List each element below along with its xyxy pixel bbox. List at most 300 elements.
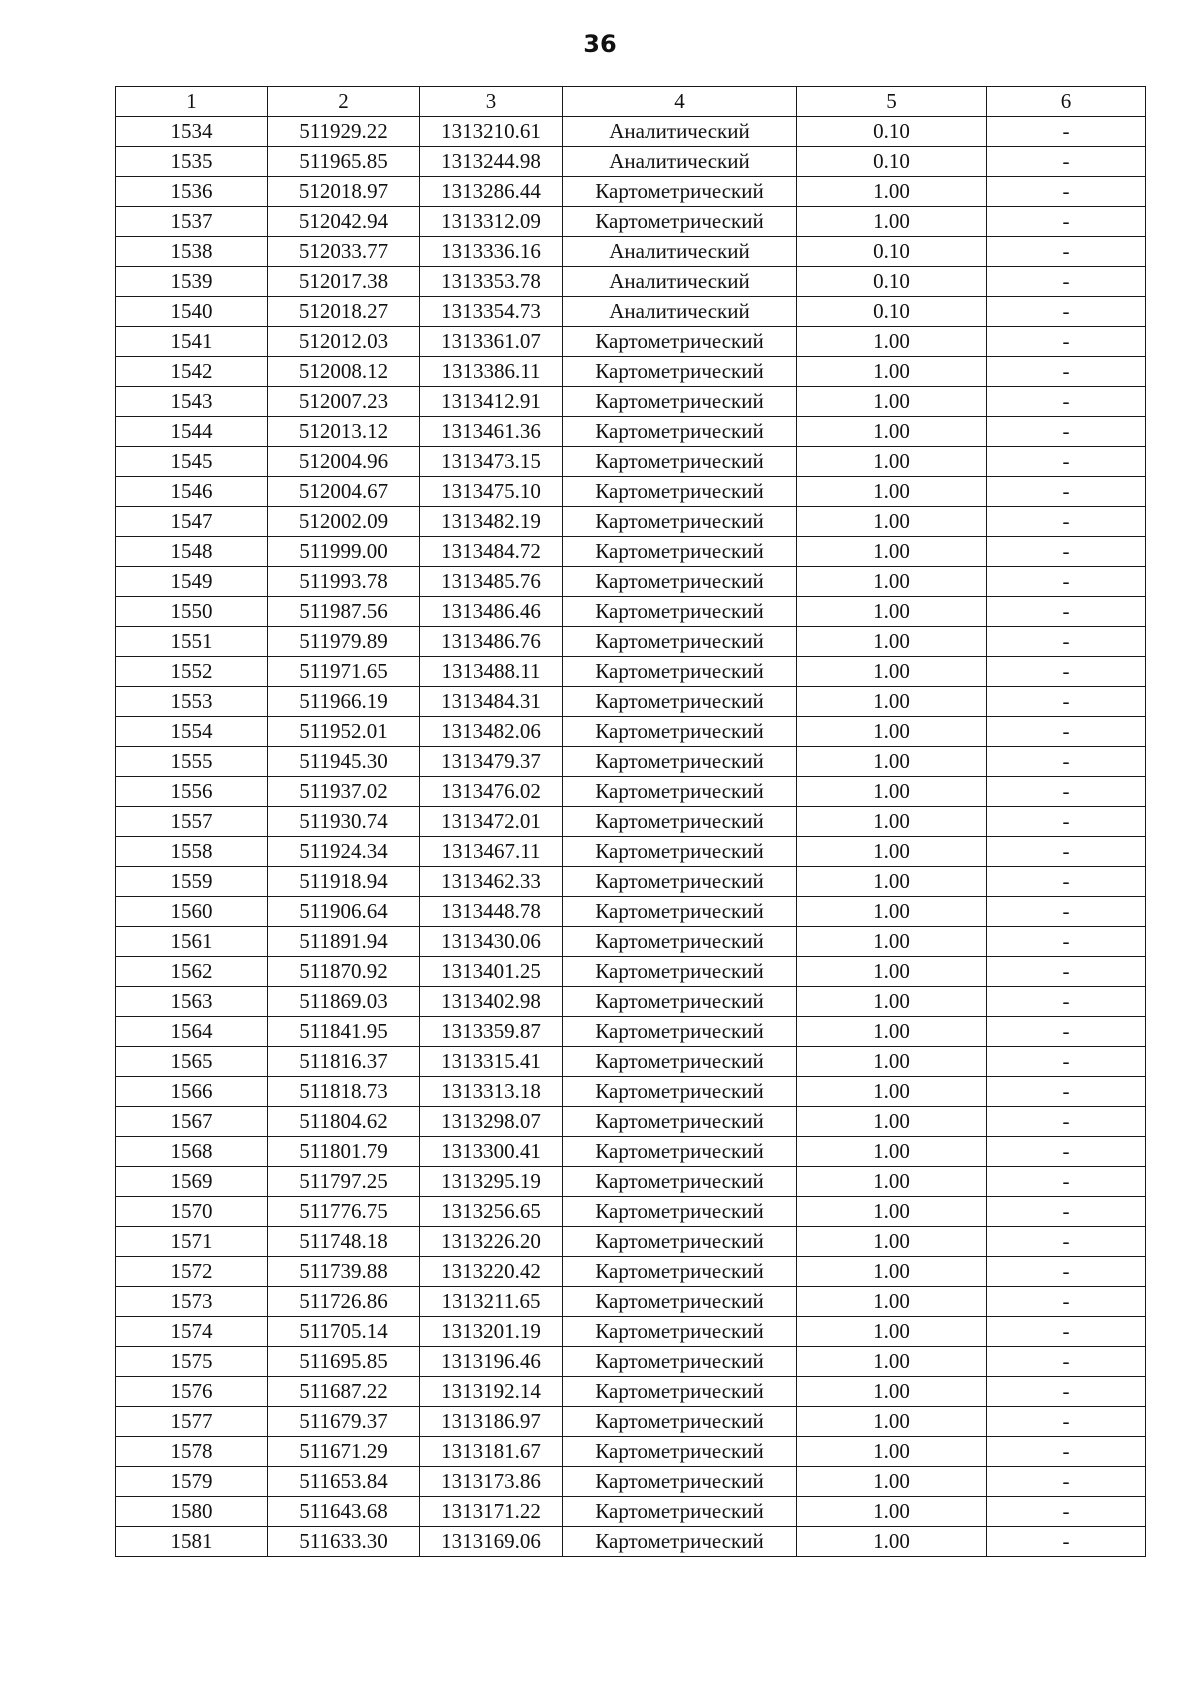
description-cell: - — [987, 1317, 1146, 1347]
point-number-cell: 1570 — [116, 1197, 268, 1227]
method-cell: Картометрический — [563, 567, 797, 597]
table-row — [116, 717, 1146, 747]
table-row — [116, 1497, 1146, 1527]
accuracy-cell: 1.00 — [797, 417, 987, 447]
point-number-cell: 1555 — [116, 747, 268, 777]
x-coordinate-cell: 511739.88 — [268, 1257, 420, 1287]
table-row — [116, 1317, 1146, 1347]
description-cell: - — [987, 1107, 1146, 1137]
point-number-cell: 1581 — [116, 1527, 268, 1557]
method-cell: Аналитический — [563, 267, 797, 297]
method-cell: Картометрический — [563, 1287, 797, 1317]
method-cell: Картометрический — [563, 1197, 797, 1227]
description-cell: - — [987, 1347, 1146, 1377]
accuracy-cell: 1.00 — [797, 1047, 987, 1077]
method-cell: Картометрический — [563, 717, 797, 747]
point-number-cell: 1542 — [116, 357, 268, 387]
y-coordinate-cell: 1313256.65 — [420, 1197, 563, 1227]
y-coordinate-cell: 1313201.19 — [420, 1317, 563, 1347]
x-coordinate-cell: 511841.95 — [268, 1017, 420, 1047]
x-coordinate-cell: 511705.14 — [268, 1317, 420, 1347]
description-cell: - — [987, 897, 1146, 927]
x-coordinate-cell: 511918.94 — [268, 867, 420, 897]
method-cell: Картометрический — [563, 1167, 797, 1197]
point-number-cell: 1534 — [116, 117, 268, 147]
method-cell: Картометрический — [563, 1137, 797, 1167]
table-row — [116, 867, 1146, 897]
x-coordinate-cell: 511999.00 — [268, 537, 420, 567]
accuracy-cell: 1.00 — [797, 1017, 987, 1047]
description-cell: - — [987, 477, 1146, 507]
accuracy-cell: 1.00 — [797, 1317, 987, 1347]
point-number-cell: 1535 — [116, 147, 268, 177]
description-cell: - — [987, 867, 1146, 897]
y-coordinate-cell: 1313482.19 — [420, 507, 563, 537]
y-coordinate-cell: 1313472.01 — [420, 807, 563, 837]
accuracy-cell: 1.00 — [797, 1137, 987, 1167]
point-number-cell: 1562 — [116, 957, 268, 987]
x-coordinate-cell: 512042.94 — [268, 207, 420, 237]
y-coordinate-cell: 1313475.10 — [420, 477, 563, 507]
description-cell: - — [987, 687, 1146, 717]
y-coordinate-cell: 1313186.97 — [420, 1407, 563, 1437]
x-coordinate-cell: 512018.97 — [268, 177, 420, 207]
accuracy-cell: 1.00 — [797, 837, 987, 867]
description-cell: - — [987, 1077, 1146, 1107]
x-coordinate-cell: 511945.30 — [268, 747, 420, 777]
table-row — [116, 597, 1146, 627]
x-coordinate-cell: 511679.37 — [268, 1407, 420, 1437]
description-cell: - — [987, 267, 1146, 297]
description-cell: - — [987, 447, 1146, 477]
method-cell: Картометрический — [563, 747, 797, 777]
accuracy-cell: 1.00 — [797, 1257, 987, 1287]
point-number-cell: 1564 — [116, 1017, 268, 1047]
point-number-cell: 1563 — [116, 987, 268, 1017]
x-coordinate-cell: 511653.84 — [268, 1467, 420, 1497]
x-coordinate-cell: 511776.75 — [268, 1197, 420, 1227]
method-cell: Картометрический — [563, 897, 797, 927]
y-coordinate-cell: 1313171.22 — [420, 1497, 563, 1527]
method-cell: Картометрический — [563, 1407, 797, 1437]
column-header: 4 — [563, 87, 797, 117]
table-row — [116, 477, 1146, 507]
accuracy-cell: 1.00 — [797, 627, 987, 657]
table-row — [116, 987, 1146, 1017]
y-coordinate-cell: 1313312.09 — [420, 207, 563, 237]
x-coordinate-cell: 511797.25 — [268, 1167, 420, 1197]
description-cell: - — [987, 387, 1146, 417]
accuracy-cell: 1.00 — [797, 1167, 987, 1197]
accuracy-cell: 1.00 — [797, 927, 987, 957]
y-coordinate-cell: 1313386.11 — [420, 357, 563, 387]
description-cell: - — [987, 807, 1146, 837]
method-cell: Картометрический — [563, 777, 797, 807]
y-coordinate-cell: 1313401.25 — [420, 957, 563, 987]
x-coordinate-cell: 512017.38 — [268, 267, 420, 297]
method-cell: Картометрический — [563, 357, 797, 387]
description-cell: - — [987, 1167, 1146, 1197]
accuracy-cell: 1.00 — [797, 1287, 987, 1317]
method-cell: Картометрический — [563, 987, 797, 1017]
x-coordinate-cell: 512004.67 — [268, 477, 420, 507]
x-coordinate-cell: 511726.86 — [268, 1287, 420, 1317]
x-coordinate-cell: 511966.19 — [268, 687, 420, 717]
table-row — [116, 837, 1146, 867]
method-cell: Картометрический — [563, 177, 797, 207]
point-number-cell: 1568 — [116, 1137, 268, 1167]
method-cell: Картометрический — [563, 537, 797, 567]
x-coordinate-cell: 511816.37 — [268, 1047, 420, 1077]
accuracy-cell: 1.00 — [797, 1407, 987, 1437]
y-coordinate-cell: 1313473.15 — [420, 447, 563, 477]
y-coordinate-cell: 1313336.16 — [420, 237, 563, 267]
x-coordinate-cell: 512008.12 — [268, 357, 420, 387]
accuracy-cell: 1.00 — [797, 1527, 987, 1557]
table-row — [116, 297, 1146, 327]
method-cell: Картометрический — [563, 1527, 797, 1557]
description-cell: - — [987, 927, 1146, 957]
y-coordinate-cell: 1313295.19 — [420, 1167, 563, 1197]
description-cell: - — [987, 1257, 1146, 1287]
y-coordinate-cell: 1313354.73 — [420, 297, 563, 327]
method-cell: Аналитический — [563, 147, 797, 177]
point-number-cell: 1543 — [116, 387, 268, 417]
y-coordinate-cell: 1313484.72 — [420, 537, 563, 567]
column-header: 5 — [797, 87, 987, 117]
table-row — [116, 747, 1146, 777]
table-row — [116, 447, 1146, 477]
accuracy-cell: 1.00 — [797, 747, 987, 777]
column-header: 2 — [268, 87, 420, 117]
description-cell: - — [987, 147, 1146, 177]
description-cell: - — [987, 1437, 1146, 1467]
accuracy-cell: 1.00 — [797, 1197, 987, 1227]
point-number-cell: 1539 — [116, 267, 268, 297]
accuracy-cell: 1.00 — [797, 1077, 987, 1107]
description-cell: - — [987, 657, 1146, 687]
point-number-cell: 1565 — [116, 1047, 268, 1077]
point-number-cell: 1574 — [116, 1317, 268, 1347]
method-cell: Картометрический — [563, 447, 797, 477]
description-cell: - — [987, 357, 1146, 387]
method-cell: Картометрический — [563, 477, 797, 507]
y-coordinate-cell: 1313359.87 — [420, 1017, 563, 1047]
description-cell: - — [987, 297, 1146, 327]
y-coordinate-cell: 1313353.78 — [420, 267, 563, 297]
table-row — [116, 1197, 1146, 1227]
table-row — [116, 267, 1146, 297]
table-row — [116, 1017, 1146, 1047]
table-row — [116, 417, 1146, 447]
accuracy-cell: 1.00 — [797, 477, 987, 507]
point-number-cell: 1561 — [116, 927, 268, 957]
y-coordinate-cell: 1313461.36 — [420, 417, 563, 447]
point-number-cell: 1571 — [116, 1227, 268, 1257]
table-row — [116, 1377, 1146, 1407]
accuracy-cell: 0.10 — [797, 267, 987, 297]
accuracy-cell: 1.00 — [797, 207, 987, 237]
accuracy-cell: 0.10 — [797, 147, 987, 177]
method-cell: Картометрический — [563, 1497, 797, 1527]
accuracy-cell: 1.00 — [797, 597, 987, 627]
point-number-cell: 1566 — [116, 1077, 268, 1107]
table-row — [116, 897, 1146, 927]
method-cell: Картометрический — [563, 1377, 797, 1407]
table-body — [116, 117, 1146, 1557]
y-coordinate-cell: 1313486.46 — [420, 597, 563, 627]
table-row — [116, 147, 1146, 177]
description-cell: - — [987, 1407, 1146, 1437]
accuracy-cell: 1.00 — [797, 507, 987, 537]
y-coordinate-cell: 1313196.46 — [420, 1347, 563, 1377]
x-coordinate-cell: 511687.22 — [268, 1377, 420, 1407]
point-number-cell: 1579 — [116, 1467, 268, 1497]
method-cell: Аналитический — [563, 297, 797, 327]
accuracy-cell: 1.00 — [797, 657, 987, 687]
description-cell: - — [987, 1197, 1146, 1227]
x-coordinate-cell: 512012.03 — [268, 327, 420, 357]
point-number-cell: 1541 — [116, 327, 268, 357]
y-coordinate-cell: 1313226.20 — [420, 1227, 563, 1257]
table-row — [116, 957, 1146, 987]
accuracy-cell: 1.00 — [797, 1437, 987, 1467]
table-row — [116, 507, 1146, 537]
table-row — [116, 1107, 1146, 1137]
point-number-cell: 1553 — [116, 687, 268, 717]
point-number-cell: 1548 — [116, 537, 268, 567]
accuracy-cell: 1.00 — [797, 177, 987, 207]
description-cell: - — [987, 507, 1146, 537]
method-cell: Картометрический — [563, 867, 797, 897]
x-coordinate-cell: 511891.94 — [268, 927, 420, 957]
y-coordinate-cell: 1313412.91 — [420, 387, 563, 417]
method-cell: Картометрический — [563, 957, 797, 987]
y-coordinate-cell: 1313220.42 — [420, 1257, 563, 1287]
table-row — [116, 327, 1146, 357]
method-cell: Картометрический — [563, 837, 797, 867]
point-number-cell: 1545 — [116, 447, 268, 477]
point-number-cell: 1577 — [116, 1407, 268, 1437]
table-row — [116, 567, 1146, 597]
x-coordinate-cell: 511930.74 — [268, 807, 420, 837]
accuracy-cell: 1.00 — [797, 1497, 987, 1527]
accuracy-cell: 0.10 — [797, 237, 987, 267]
y-coordinate-cell: 1313313.18 — [420, 1077, 563, 1107]
x-coordinate-cell: 511993.78 — [268, 567, 420, 597]
description-cell: - — [987, 957, 1146, 987]
accuracy-cell: 1.00 — [797, 897, 987, 927]
table-row — [116, 1077, 1146, 1107]
y-coordinate-cell: 1313467.11 — [420, 837, 563, 867]
accuracy-cell: 1.00 — [797, 387, 987, 417]
column-header: 1 — [116, 87, 268, 117]
description-cell: - — [987, 1287, 1146, 1317]
description-cell: - — [987, 177, 1146, 207]
method-cell: Картометрический — [563, 1047, 797, 1077]
x-coordinate-cell: 512007.23 — [268, 387, 420, 417]
table-row — [116, 657, 1146, 687]
x-coordinate-cell: 511929.22 — [268, 117, 420, 147]
point-number-cell: 1551 — [116, 627, 268, 657]
point-number-cell: 1572 — [116, 1257, 268, 1287]
y-coordinate-cell: 1313173.86 — [420, 1467, 563, 1497]
method-cell: Картометрический — [563, 1347, 797, 1377]
x-coordinate-cell: 511971.65 — [268, 657, 420, 687]
table-row — [116, 627, 1146, 657]
accuracy-cell: 1.00 — [797, 537, 987, 567]
description-cell: - — [987, 1527, 1146, 1557]
x-coordinate-cell: 511952.01 — [268, 717, 420, 747]
description-cell: - — [987, 1377, 1146, 1407]
point-number-cell: 1550 — [116, 597, 268, 627]
table-row — [116, 387, 1146, 417]
x-coordinate-cell: 512004.96 — [268, 447, 420, 477]
y-coordinate-cell: 1313488.11 — [420, 657, 563, 687]
accuracy-cell: 1.00 — [797, 807, 987, 837]
y-coordinate-cell: 1313448.78 — [420, 897, 563, 927]
y-coordinate-cell: 1313315.41 — [420, 1047, 563, 1077]
table-row — [116, 1137, 1146, 1167]
method-cell: Картометрический — [563, 597, 797, 627]
accuracy-cell: 1.00 — [797, 777, 987, 807]
point-number-cell: 1557 — [116, 807, 268, 837]
column-header: 3 — [420, 87, 563, 117]
description-cell: - — [987, 987, 1146, 1017]
point-number-cell: 1560 — [116, 897, 268, 927]
description-cell: - — [987, 207, 1146, 237]
y-coordinate-cell: 1313210.61 — [420, 117, 563, 147]
x-coordinate-cell: 511979.89 — [268, 627, 420, 657]
y-coordinate-cell: 1313286.44 — [420, 177, 563, 207]
x-coordinate-cell: 512002.09 — [268, 507, 420, 537]
y-coordinate-cell: 1313479.37 — [420, 747, 563, 777]
description-cell: - — [987, 1017, 1146, 1047]
description-cell: - — [987, 747, 1146, 777]
table-row — [116, 1407, 1146, 1437]
accuracy-cell: 1.00 — [797, 1227, 987, 1257]
accuracy-cell: 1.00 — [797, 567, 987, 597]
x-coordinate-cell: 511818.73 — [268, 1077, 420, 1107]
table-row — [116, 1047, 1146, 1077]
table-row — [116, 537, 1146, 567]
point-number-cell: 1537 — [116, 207, 268, 237]
point-number-cell: 1556 — [116, 777, 268, 807]
point-number-cell: 1576 — [116, 1377, 268, 1407]
method-cell: Картометрический — [563, 807, 797, 837]
x-coordinate-cell: 512013.12 — [268, 417, 420, 447]
method-cell: Картометрический — [563, 687, 797, 717]
method-cell: Картометрический — [563, 1077, 797, 1107]
accuracy-cell: 1.00 — [797, 1347, 987, 1377]
table-row — [116, 1467, 1146, 1497]
point-number-cell: 1559 — [116, 867, 268, 897]
description-cell: - — [987, 1137, 1146, 1167]
description-cell: - — [987, 1467, 1146, 1497]
method-cell: Аналитический — [563, 237, 797, 267]
accuracy-cell: 1.00 — [797, 687, 987, 717]
accuracy-cell: 1.00 — [797, 717, 987, 747]
y-coordinate-cell: 1313298.07 — [420, 1107, 563, 1137]
accuracy-cell: 1.00 — [797, 1377, 987, 1407]
table-row — [116, 1527, 1146, 1557]
accuracy-cell: 1.00 — [797, 867, 987, 897]
method-cell: Картометрический — [563, 1017, 797, 1047]
x-coordinate-cell: 511695.85 — [268, 1347, 420, 1377]
method-cell: Картометрический — [563, 1317, 797, 1347]
x-coordinate-cell: 511671.29 — [268, 1437, 420, 1467]
point-number-cell: 1554 — [116, 717, 268, 747]
page-number: 36 — [583, 30, 617, 58]
table-row — [116, 1167, 1146, 1197]
table-row — [116, 1437, 1146, 1467]
table-row — [116, 237, 1146, 267]
table-row — [116, 1287, 1146, 1317]
accuracy-cell: 0.10 — [797, 117, 987, 147]
table-row — [116, 1257, 1146, 1287]
table-row — [116, 777, 1146, 807]
y-coordinate-cell: 1313211.65 — [420, 1287, 563, 1317]
description-cell: - — [987, 627, 1146, 657]
accuracy-cell: 0.10 — [797, 297, 987, 327]
description-cell: - — [987, 597, 1146, 627]
y-coordinate-cell: 1313181.67 — [420, 1437, 563, 1467]
table-row — [116, 687, 1146, 717]
description-cell: - — [987, 777, 1146, 807]
accuracy-cell: 1.00 — [797, 447, 987, 477]
point-number-cell: 1538 — [116, 237, 268, 267]
table-row — [116, 927, 1146, 957]
y-coordinate-cell: 1313476.02 — [420, 777, 563, 807]
y-coordinate-cell: 1313402.98 — [420, 987, 563, 1017]
x-coordinate-cell: 511804.62 — [268, 1107, 420, 1137]
accuracy-cell: 1.00 — [797, 327, 987, 357]
method-cell: Картометрический — [563, 1107, 797, 1137]
description-cell: - — [987, 1497, 1146, 1527]
description-cell: - — [987, 417, 1146, 447]
point-number-cell: 1552 — [116, 657, 268, 687]
description-cell: - — [987, 1227, 1146, 1257]
x-coordinate-cell: 511748.18 — [268, 1227, 420, 1257]
x-coordinate-cell: 511924.34 — [268, 837, 420, 867]
x-coordinate-cell: 511801.79 — [268, 1137, 420, 1167]
method-cell: Картометрический — [563, 327, 797, 357]
table-row — [116, 1227, 1146, 1257]
point-number-cell: 1558 — [116, 837, 268, 867]
description-cell: - — [987, 837, 1146, 867]
method-cell: Картометрический — [563, 657, 797, 687]
column-header: 6 — [987, 87, 1146, 117]
method-cell: Картометрический — [563, 387, 797, 417]
point-number-cell: 1547 — [116, 507, 268, 537]
y-coordinate-cell: 1313169.06 — [420, 1527, 563, 1557]
x-coordinate-cell: 511937.02 — [268, 777, 420, 807]
description-cell: - — [987, 717, 1146, 747]
method-cell: Картометрический — [563, 507, 797, 537]
point-number-cell: 1540 — [116, 297, 268, 327]
x-coordinate-cell: 512018.27 — [268, 297, 420, 327]
point-number-cell: 1546 — [116, 477, 268, 507]
x-coordinate-cell: 511633.30 — [268, 1527, 420, 1557]
point-number-cell: 1569 — [116, 1167, 268, 1197]
point-number-cell: 1567 — [116, 1107, 268, 1137]
point-number-cell: 1578 — [116, 1437, 268, 1467]
accuracy-cell: 1.00 — [797, 987, 987, 1017]
description-cell: - — [987, 237, 1146, 267]
x-coordinate-cell: 511987.56 — [268, 597, 420, 627]
method-cell: Картометрический — [563, 1257, 797, 1287]
accuracy-cell: 1.00 — [797, 1107, 987, 1137]
